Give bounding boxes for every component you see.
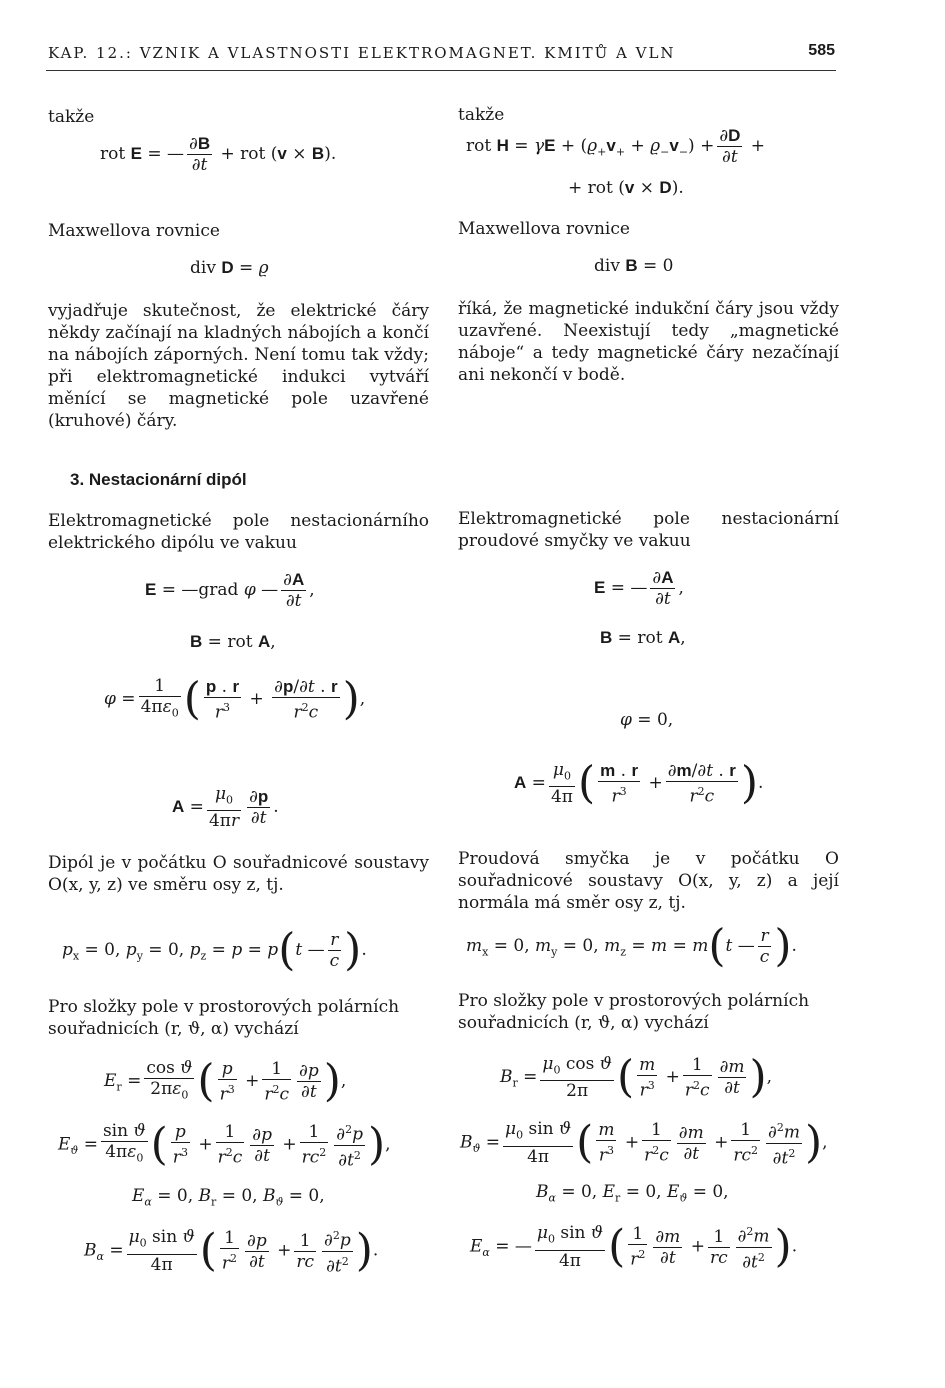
equation-rot-h-cont: + rot (v × D). xyxy=(568,178,684,198)
equation-zero-components-left: $E_\alpha = 0$, $B_r = 0$, $B_ϑ = 0$, xyxy=(132,1186,325,1209)
equation-etheta: $E_ϑ$ = $\frac{\text{sin ϑ}}{4\pi\varepsilon_0}$ ( $\frac{p}{r^3}$ + $\frac{1}{r^2c}$ $\frac{\partial p}{\partial t}$ + $\frac{1}{rc^2}$ $\frac{\partial^2p}{\partial t^2}$ ), xyxy=(58,1119,391,1171)
right-paragraph-1: říká, že magnetické indukční čáry jsou vždy uzavřené. Neexistují tedy „magnetické náboje“ a tedy magnetické čáry nezačínají ani nekončí v bodě. xyxy=(458,299,839,385)
left-takze: takže xyxy=(48,107,95,127)
equation-phi-dipole: φ = $\frac{1}{4\pi\varepsilon_0}$ ( $\frac{p . r}{r^3}$ + $\frac{\partial p/\partial t . r}{r^2c}$ ), xyxy=(104,673,366,725)
equation-br: $B_r$ = $\frac{\mu_0 \cos ϑ}{2\pi}$ ( $\frac{m}{r^3}$ + $\frac{1}{r^2c}$ $\frac{\partial m}{\partial t}$ ), xyxy=(500,1051,773,1103)
equation-phi-zero: φ = 0, xyxy=(620,710,674,730)
right-takze: takže xyxy=(458,105,505,125)
equation-zero-components-right: $B_\alpha = 0$, $E_r = 0$, $E_ϑ = 0$, xyxy=(536,1182,729,1205)
equation-b-rot-a-right: B = rot A, xyxy=(600,628,686,648)
equation-b-rot-a-left: B = rot A, xyxy=(190,632,276,652)
equation-rot-h: rot $H = \gamma E + (ϱ_+v_+ + ϱ_-v_-)$ + $\frac{\partial D}{\partial t}$ + xyxy=(466,126,766,167)
equation-e-grad: E = —grad φ — $\frac{\partial A}{\partial t}$ , xyxy=(145,570,315,611)
left-polar-text: Pro složky pole v prostorových polárních souřadnicích (r, ϑ, α) vychází xyxy=(48,997,400,1039)
equation-div-b: div B = 0 xyxy=(594,256,674,276)
equation-a-dipole: A = $\frac{\mu_0}{4\pi r}$ $\frac{\partial p}{\partial t}$ . xyxy=(172,784,279,832)
equation-rot-e: rot E = — $\frac{\partial B}{\partial t}$ + rot (v × B). xyxy=(100,134,337,175)
left-intro: Elektromagnetické pole nestacionárního elektrického dipólu ve vakuu xyxy=(48,511,429,553)
left-paragraph-1: vyjadřuje skutečnost, že elektrické čáry někdy začínají na kladných nábojích a končí na nábojích záporných. Není tomu tak vždy; při elektromagnetické indukci vytváří měnící se magnetické pole uzavřené (kruhové) čáry. xyxy=(48,301,429,431)
equation-div-d: div D = ϱ xyxy=(190,258,269,278)
header-rule xyxy=(46,70,836,71)
equation-e-loop: E = — $\frac{\partial A}{\partial t}$ , xyxy=(594,568,684,609)
right-loop-text: Proudová smyčka je v počátku O souřadnicové soustavy O(x, y, z) a její normála má směr osy z, tj. xyxy=(458,849,839,913)
left-maxwell-label: Maxwellova rovnice xyxy=(48,221,220,241)
right-maxwell-label: Maxwellova rovnice xyxy=(458,219,630,239)
equation-ealpha: $E_\alpha$ = — $\frac{\mu_0 \sin ϑ}{4\pi}$ ( $\frac{1}{r^2}$ $\frac{\partial m}{\partial t}$ + $\frac{1}{rc}$ $\frac{\partial^2m}{\partial t^2}$ ). xyxy=(470,1221,798,1273)
equation-a-loop: A = $\frac{\mu_0}{4\pi}$ ( $\frac{m . r}{r^3}$ + $\frac{\partial m/\partial t . r}{r^2c}$ ). xyxy=(514,757,764,809)
running-title: KAP. 12.: VZNIK A VLASTNOSTI ELEKTROMAGNET. KMITŮ A VLN xyxy=(48,44,676,62)
equation-balpha: $B_\alpha$ = $\frac{\mu_0 \sin ϑ}{4\pi}$ ( $\frac{1}{r^2}$ $\frac{\partial p}{\partial t}$ + $\frac{1}{rc}$ $\frac{\partial^2p}{\partial t^2}$ ). xyxy=(84,1225,379,1277)
right-polar-text: Pro složky pole v prostorových polárních souřadnicích (r, ϑ, α) vychází xyxy=(458,991,810,1033)
equation-er: $E_r$ = $\frac{\text{cos ϑ}}{2\pi\varepsilon_0}$ ( $\frac{p}{r^3}$ + $\frac{1}{r^2c}$ $\frac{\partial p}{\partial t}$ ), xyxy=(104,1055,347,1107)
equation-p-components: $p_x = 0$, $p_y = 0$, $p_z = p = p(t$ — $\frac{r}{c}$ ). xyxy=(62,924,367,976)
section-title: 3. Nestacionární dipól xyxy=(70,470,247,489)
left-dipole-text: Dipól je v počátku O souřadnicové soustavy O(x, y, z) ve směru osy z, tj. xyxy=(48,853,429,895)
page-number: 585 xyxy=(808,42,835,59)
equation-m-components: $m_x = 0$, $m_y = 0$, $m_z = m = m(t$ — $\frac{r}{c}$ ). xyxy=(466,920,797,972)
equation-btheta: $B_ϑ$ = $\frac{\mu_0 \sin ϑ}{4\pi}$ ( $\frac{m}{r^3}$ + $\frac{1}{r^2c}$ $\frac{\partial m}{\partial t}$ + $\frac{1}{rc^2}$ $\frac{\partial^2m}{\partial t^2}$ ), xyxy=(460,1117,828,1169)
right-intro: Elektromagnetické pole nestacionární proudové smyčky ve vakuu xyxy=(458,509,839,551)
